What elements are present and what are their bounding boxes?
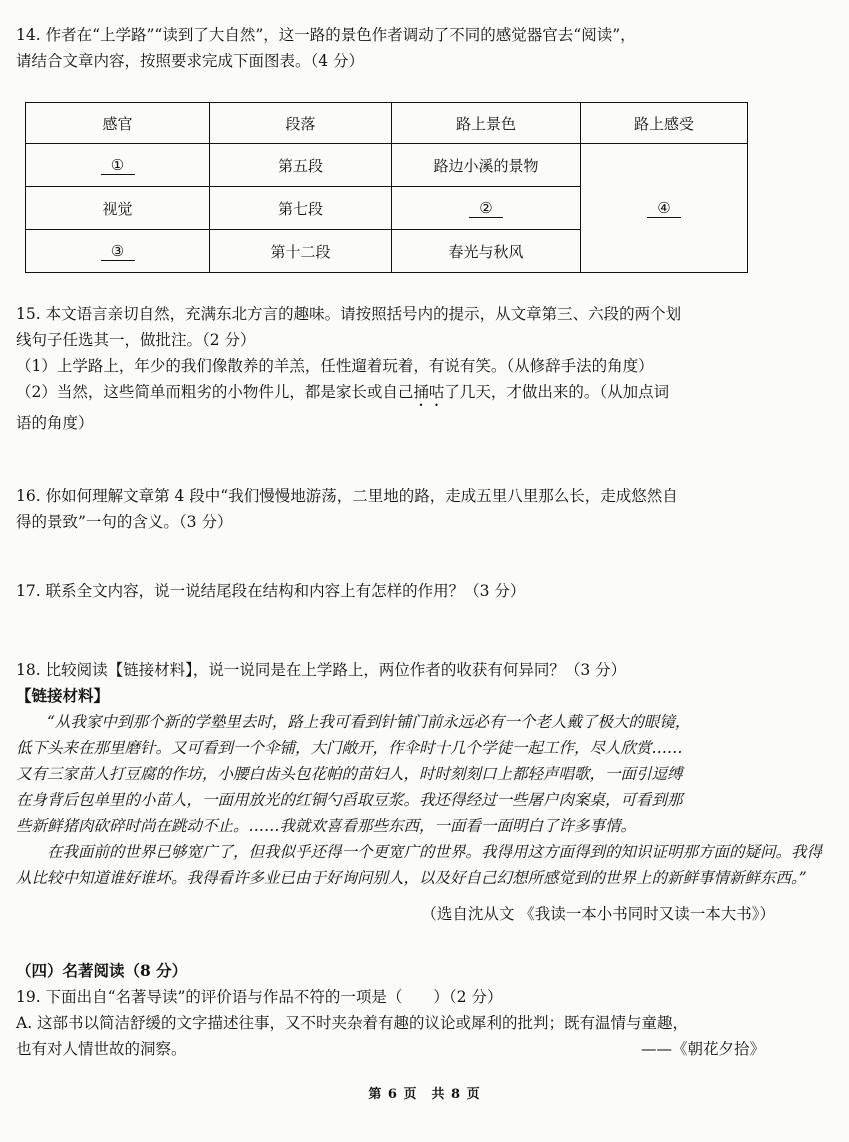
material-line: “从我家中到那个新的学塾里去时，路上我可看到针铺门前永远必有一个老人戴了极大的眼镜， (47, 713, 691, 731)
row1-scene: 路边小溪的景物 (392, 144, 581, 187)
question-18 (16, 657, 837, 927)
q19-option-a-work: ——《朝花夕拾》 (640, 1040, 765, 1058)
row3-scene: 春光与秋风 (392, 230, 581, 273)
header-sense: 感官 (26, 103, 210, 144)
q17-line1: 17. 联系全文内容，说一说结尾段在结构和内容上有怎样的作用？（3 分） (16, 582, 526, 600)
question-15 (16, 301, 837, 436)
page-footer: 第 6 页 共 8 页 (368, 1087, 481, 1102)
material-line: 又有三家苗人打豆腐的作坊，小腰白齿头包花帕的苗妇人，时时刻刻口上都轻声唱歌，一面引逗缚 (16, 765, 683, 783)
q16-line1: 16. 你如何理解文章第 4 段中“我们慢慢地游荡，二里地的路，走成五里八里那么长，走成悠然自 (16, 487, 678, 505)
row1-paragraph: 第五段 (210, 144, 392, 187)
header-feeling: 路上感受 (581, 103, 748, 144)
q19-stem: 19. 下面出自“名著导读”的评价语与作品不符的一项是（ ）（2 分） (16, 988, 503, 1006)
header-scene: 路上景色 (392, 103, 581, 144)
row2-sense: 视觉 (26, 187, 210, 230)
material-line: 些新鲜猪肉砍碎时尚在跳动不止。……我就欢喜看那些东西，一面看一面明白了许多事情。 (16, 817, 637, 835)
header-paragraph: 段落 (210, 103, 392, 144)
material-line: 低下头来在那里磨针。又可看到一个伞铺，大门敞开，作伞时十几个学徒一起工作，尽人欣赏…… (16, 739, 683, 757)
q19-option-a-line2: 也有对人情世故的洞察。 ——《朝花夕拾》 (16, 1036, 837, 1062)
q15-line1: 15. 本文语言亲切自然，充满东北方言的趣味。请按照括号内的提示，从文章第三、六段的两个划 (16, 305, 682, 323)
question-14 (16, 22, 837, 74)
link-material-text (16, 709, 837, 891)
q14-line1: 14. 作者在“上学路”“读到了大自然”，这一路的景色作者调动了不同的感觉器官去“阅读”， (16, 26, 636, 44)
q16-line2: 得的景致”一句的含义。（3 分） (16, 513, 233, 531)
q15-item2: （2）当然，这些简单而粗劣的小物件儿，都是家长或自己捅咕了几天，才做出来的。（从加点词 (16, 383, 670, 401)
question-16 (16, 483, 837, 535)
q15-line2: 线句子任选其一，做批注。（2 分） (16, 331, 256, 349)
q15-item1: （1）上学路上，年少的我们像散养的羊羔，任性遛着玩着，有说有笑。（从修辞手法的角度） (16, 357, 654, 375)
material-paragraph-2: 在我面前的世界已够宽广了，但我似乎还得一个更宽广的世界。我得用这方面得到的知识证明那方面的疑问。我得从比较中知道谁好谁坏。我得看许多业已由于好询问别人，以及好自己幻想所感觉到的世界上的新鲜事情新鲜东西。” (16, 843, 823, 887)
q14-line2: 请结合文章内容，按照要求完成下面图表。（4 分） (16, 52, 365, 70)
blank-2: ② (469, 199, 503, 218)
q19-option-a-line1: A. 这部书以简洁舒缓的文字描述往事，又不时夹杂着有趣的议论或犀利的批判；既有温情与童趣， (16, 1014, 689, 1032)
blank-1: ① (101, 156, 135, 175)
section-4-title: （四）名著阅读（8 分） (16, 961, 188, 980)
q15-item2-line2: 语的角度） (16, 414, 94, 432)
senses-table (25, 102, 748, 273)
material-source: （选自沈从文 《我读一本小书同时又读一本大书》） (421, 905, 775, 923)
link-material-heading: 【链接材料】 (16, 686, 110, 705)
section-4 (16, 958, 837, 1062)
blank-3: ③ (101, 242, 135, 261)
blank-4: ④ (647, 199, 681, 218)
q18-line1: 18. 比较阅读【链接材料】，说一说同是在上学路上，两位作者的收获有何异同？（3 分） (16, 661, 627, 679)
table-row (26, 144, 748, 187)
material-line: 在身背后包单里的小苗人，一面用放光的红铜勺舀取豆浆。我还得经过一些屠户肉案桌，可看到那 (16, 791, 683, 809)
row3-paragraph: 第十二段 (210, 230, 392, 273)
dotted-word: 捅咕 (413, 383, 445, 401)
question-17 (16, 578, 837, 604)
table-header-row (26, 103, 748, 144)
row2-paragraph: 第七段 (210, 187, 392, 230)
